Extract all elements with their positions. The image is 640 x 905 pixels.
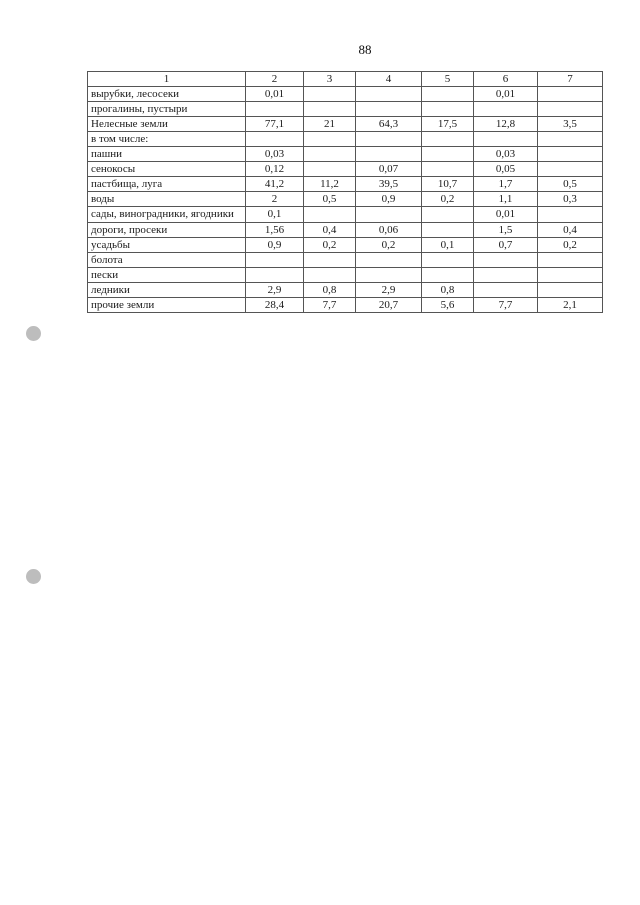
table-cell: [304, 147, 356, 162]
table-cell: 0,3: [538, 192, 603, 207]
table-row: [88, 192, 603, 207]
table-cell: 2,9: [246, 283, 304, 298]
table-cell: 77,1: [246, 117, 304, 132]
column-header: 4: [356, 72, 422, 87]
table-cell: [538, 147, 603, 162]
row-label: пашни: [88, 147, 246, 162]
table-cell: [422, 162, 474, 177]
row-label: воды: [88, 192, 246, 207]
table-cell: [538, 102, 603, 117]
table-cell: [356, 253, 422, 268]
table-cell: 64,3: [356, 117, 422, 132]
table-cell: [422, 102, 474, 117]
table-row: [88, 238, 603, 253]
table-cell: 2: [246, 192, 304, 207]
table-cell: 0,5: [538, 177, 603, 192]
table-cell: 1,5: [474, 223, 538, 238]
table-cell: 2,1: [538, 298, 603, 313]
table-cell: [538, 268, 603, 283]
table-cell: 0,2: [304, 238, 356, 253]
table-cell: 0,8: [422, 283, 474, 298]
table-cell: 41,2: [246, 177, 304, 192]
table-cell: 28,4: [246, 298, 304, 313]
table-cell: 10,7: [422, 177, 474, 192]
table-cell: 0,9: [246, 238, 304, 253]
table-cell: 0,03: [246, 147, 304, 162]
table-cell: [304, 132, 356, 147]
table-cell: [356, 87, 422, 102]
table-cell: [356, 207, 422, 223]
table-row: [88, 117, 603, 132]
table-cell: 0,01: [246, 87, 304, 102]
column-header: 3: [304, 72, 356, 87]
table-cell: 0,06: [356, 223, 422, 238]
table-cell: [356, 147, 422, 162]
table-cell: [246, 253, 304, 268]
table-cell: [422, 132, 474, 147]
land-table: [87, 71, 603, 313]
table-cell: [246, 132, 304, 147]
row-label: ледники: [88, 283, 246, 298]
column-header: 6: [474, 72, 538, 87]
table-cell: 11,2: [304, 177, 356, 192]
table-cell: [422, 268, 474, 283]
table-row: [88, 268, 603, 283]
table-cell: [474, 132, 538, 147]
row-label: болота: [88, 253, 246, 268]
row-label: вырубки, лесосеки: [88, 87, 246, 102]
table-cell: 0,01: [474, 87, 538, 102]
row-label: прочие земли: [88, 298, 246, 313]
table-row: [88, 162, 603, 177]
table-cell: [304, 253, 356, 268]
table-cell: [304, 207, 356, 223]
table-cell: [304, 87, 356, 102]
table-row: [88, 87, 603, 102]
table-cell: [538, 162, 603, 177]
table-cell: [422, 87, 474, 102]
table-row: [88, 177, 603, 192]
table-cell: [538, 87, 603, 102]
table-cell: [474, 102, 538, 117]
table-cell: 21: [304, 117, 356, 132]
table-cell: 1,1: [474, 192, 538, 207]
row-label: сады, виноградники, ягодники: [88, 207, 246, 223]
table-row: [88, 102, 603, 117]
table-cell: 0,07: [356, 162, 422, 177]
table-cell: 0,4: [304, 223, 356, 238]
table-cell: 0,03: [474, 147, 538, 162]
row-label: в том числе:: [88, 132, 246, 147]
table-cell: [474, 268, 538, 283]
table-cell: 0,2: [356, 238, 422, 253]
column-header: 7: [538, 72, 603, 87]
table-cell: 0,05: [474, 162, 538, 177]
table-cell: 0,1: [422, 238, 474, 253]
table-cell: 3,5: [538, 117, 603, 132]
table-cell: 39,5: [356, 177, 422, 192]
table-cell: 0,7: [474, 238, 538, 253]
row-label: пастбища, луга: [88, 177, 246, 192]
table-cell: [538, 132, 603, 147]
table-cell: [422, 223, 474, 238]
row-label: Нелесные земли: [88, 117, 246, 132]
table-row: [88, 147, 603, 162]
table-cell: [304, 102, 356, 117]
table-cell: 0,1: [246, 207, 304, 223]
table-cell: [304, 162, 356, 177]
table-cell: [422, 147, 474, 162]
table-cell: 5,6: [422, 298, 474, 313]
table-cell: [422, 253, 474, 268]
table-cell: [304, 268, 356, 283]
row-label: дороги, просеки: [88, 223, 246, 238]
table-row: [88, 207, 603, 223]
table-row: [88, 283, 603, 298]
table-cell: 0,01: [474, 207, 538, 223]
table-cell: 12,8: [474, 117, 538, 132]
row-label: пески: [88, 268, 246, 283]
table-cell: [538, 253, 603, 268]
table-cell: 7,7: [304, 298, 356, 313]
table-cell: 0,8: [304, 283, 356, 298]
page-number: 88: [358, 42, 372, 57]
row-label: прогалины, пустыри: [88, 102, 246, 117]
table-cell: 0,12: [246, 162, 304, 177]
punch-hole-bottom: [26, 569, 41, 584]
table-cell: 1,56: [246, 223, 304, 238]
column-header: 2: [246, 72, 304, 87]
table-cell: 0,2: [422, 192, 474, 207]
table-cell: 17,5: [422, 117, 474, 132]
row-label: усадьбы: [88, 238, 246, 253]
table-cell: 0,2: [538, 238, 603, 253]
table-cell: [356, 268, 422, 283]
table-cell: [474, 283, 538, 298]
table-cell: 2,9: [356, 283, 422, 298]
column-header: 5: [422, 72, 474, 87]
table-cell: [538, 207, 603, 223]
header-row: [88, 72, 603, 87]
table-body: [88, 87, 603, 313]
table-cell: [356, 102, 422, 117]
table-cell: 1,7: [474, 177, 538, 192]
row-label: сенокосы: [88, 162, 246, 177]
table-cell: 20,7: [356, 298, 422, 313]
table-cell: [246, 102, 304, 117]
table-cell: 7,7: [474, 298, 538, 313]
table-cell: [422, 207, 474, 223]
table-cell: [474, 253, 538, 268]
table-cell: [538, 283, 603, 298]
table-cell: 0,4: [538, 223, 603, 238]
table-cell: [356, 132, 422, 147]
table-row: [88, 253, 603, 268]
table-cell: 0,9: [356, 192, 422, 207]
table-cell: 0,5: [304, 192, 356, 207]
table-row: [88, 298, 603, 313]
table-cell: [246, 268, 304, 283]
table-row: [88, 223, 603, 238]
punch-hole-top: [26, 326, 41, 341]
table-row: [88, 132, 603, 147]
column-header: 1: [88, 72, 246, 87]
